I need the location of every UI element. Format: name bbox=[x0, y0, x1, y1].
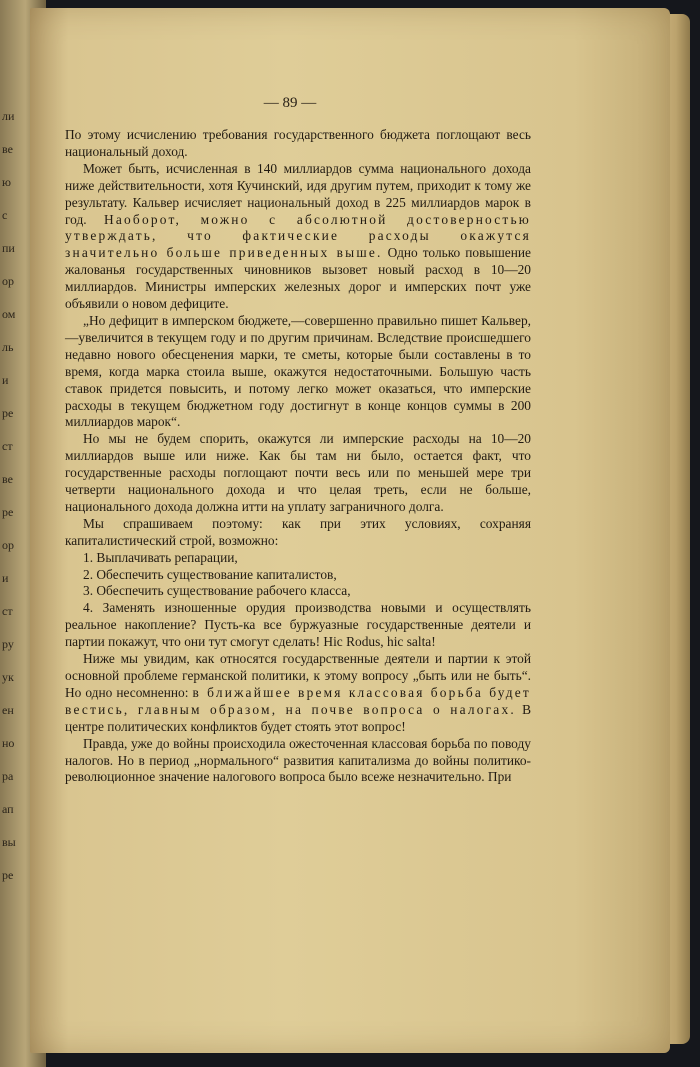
facing-page-fragment: ль bbox=[2, 340, 14, 354]
facing-page-fragment: ли bbox=[2, 109, 15, 123]
facing-page-fragment: ру bbox=[2, 637, 14, 651]
paragraph-text: В центре политических конфликтов будет стоять этот вопрос! bbox=[65, 701, 532, 734]
facing-page-fragment: ст bbox=[2, 439, 13, 453]
facing-page-fragment: ве bbox=[2, 472, 13, 486]
paragraph-text: Но мы не будем спорить, окажутся ли имперские расходы на 10—20 миллиардов выше или ниже. Как бы там ни было, остается факт, что государственные расходы поглощают почти весь или по меньшей мере три четверти национального дохода и что целая треть, если не больше, национального дохода должна итти на уплату заграничного долга. bbox=[65, 431, 531, 514]
facing-page-fragment: вы bbox=[2, 835, 16, 849]
facing-page-fragment: ор bbox=[2, 274, 14, 288]
paragraph-text: По этому исчислению требования государственного бюджета поглощают весь национальный доход. bbox=[65, 127, 531, 159]
paragraph-text: Мы спрашиваем поэтому: как при этих условиях, сохраняя капиталистический строй, возможно: bbox=[65, 515, 531, 548]
paragraph-text: Одно только повышение жалованья государственных чиновников вызовет новый расход в 10—20 миллиардов. Министры имперских железных дорог и имперских почт уже объявили о новом дефиците. bbox=[65, 245, 531, 312]
facing-page-fragment: ом bbox=[2, 307, 16, 321]
facing-page-fragment: и bbox=[2, 571, 9, 585]
page-number: — 89 — bbox=[263, 95, 317, 111]
facing-page-fragment: ст bbox=[2, 604, 13, 618]
paragraph bbox=[65, 313, 531, 431]
paragraph bbox=[65, 550, 531, 567]
facing-page-fragment: ап bbox=[2, 802, 14, 816]
facing-page-fragment: и bbox=[2, 373, 9, 387]
paragraph bbox=[65, 161, 531, 313]
facing-page-fragment: ю bbox=[2, 175, 11, 189]
spaced-emphasis-text: Наоборот, можно с абсолютной достоверностью утверждать, что фактические расходы окажутся значительно больше приведенных выше. bbox=[65, 211, 531, 261]
facing-page-fragment: пи bbox=[2, 241, 15, 255]
paragraph bbox=[65, 567, 531, 584]
paragraph bbox=[65, 431, 531, 516]
paragraph-text: Правда, уже до войны происходила ожесточенная классовая борьба по поводу налогов. Но в период „нормального“ развития капитализма до войны политико-революционное значение налогового вопроса было всеже незначительно. При bbox=[65, 735, 531, 785]
paragraph-text: Может быть, исчисленная в 140 миллиардов сумма национального дохода ниже действительности, хотя Кучинский, идя другим путем, приходит к тому же результату. Кальвер исчисляет национальный доход в 225 миллиардов марок в год. bbox=[65, 160, 531, 227]
facing-page-fragment: ра bbox=[2, 769, 14, 783]
paragraph bbox=[65, 516, 531, 550]
paragraph-text: 1. Выплачивать репарации, bbox=[83, 549, 238, 565]
facing-page-fragment: ре bbox=[2, 868, 14, 882]
paragraph bbox=[65, 583, 531, 600]
facing-page-fragment: ве bbox=[2, 142, 13, 156]
paragraph-text: 3. Обеспечить существование рабочего класса, bbox=[83, 583, 351, 599]
paragraph bbox=[65, 651, 531, 736]
facing-page-fragment: ук bbox=[2, 670, 14, 684]
paragraph bbox=[65, 736, 531, 787]
paragraph-text: 4. Заменять изношенные орудия производства новыми и осуществлять реальное накопление? Пусть-ка все буржуазные государственные деятели и партии покажут, что они тут смогут сделать! Hic Rodus, hic salta! bbox=[65, 600, 531, 650]
paragraph bbox=[65, 127, 531, 161]
facing-page-fragment: но bbox=[2, 736, 15, 750]
facing-page-fragment: ре bbox=[2, 505, 14, 519]
paragraph-text: 2. Обеспечить существование капиталистов, bbox=[83, 566, 337, 582]
facing-page-fragment: ен bbox=[2, 703, 14, 717]
body-text bbox=[65, 127, 531, 786]
paragraph bbox=[65, 600, 531, 651]
paragraph-text: Ниже мы увидим, как относятся государственные деятели и партии к этой основной проблеме германской политики, к этому вопросу „быть или не быть“. Но одно несомненно: bbox=[65, 651, 531, 700]
facing-page-fragment: ор bbox=[2, 538, 14, 552]
facing-page-fragment: ре bbox=[2, 406, 14, 420]
paragraph-text: „Но дефицит в имперском бюджете,—совершенно правильно пишет Кальвер,—увеличится в текущем году и по другим причинам. Вследствие происшедшего недавно нового обесценения марки, те сметы, которые были составлены в то время, когда марка стоила выше, окажутся недостаточными. Большую часть ставок придется повысить, и потому легко может оказаться, что имперские расходы в текущем бюджетном году достигнут в конце концов суммы в 200 миллиардов марок“. bbox=[65, 312, 531, 430]
facing-page-fragment: с bbox=[2, 208, 8, 222]
spaced-emphasis-text: в ближайшее время классовая борьба будет вестись, главным образом, на почве вопроса о налогах. bbox=[65, 684, 531, 717]
